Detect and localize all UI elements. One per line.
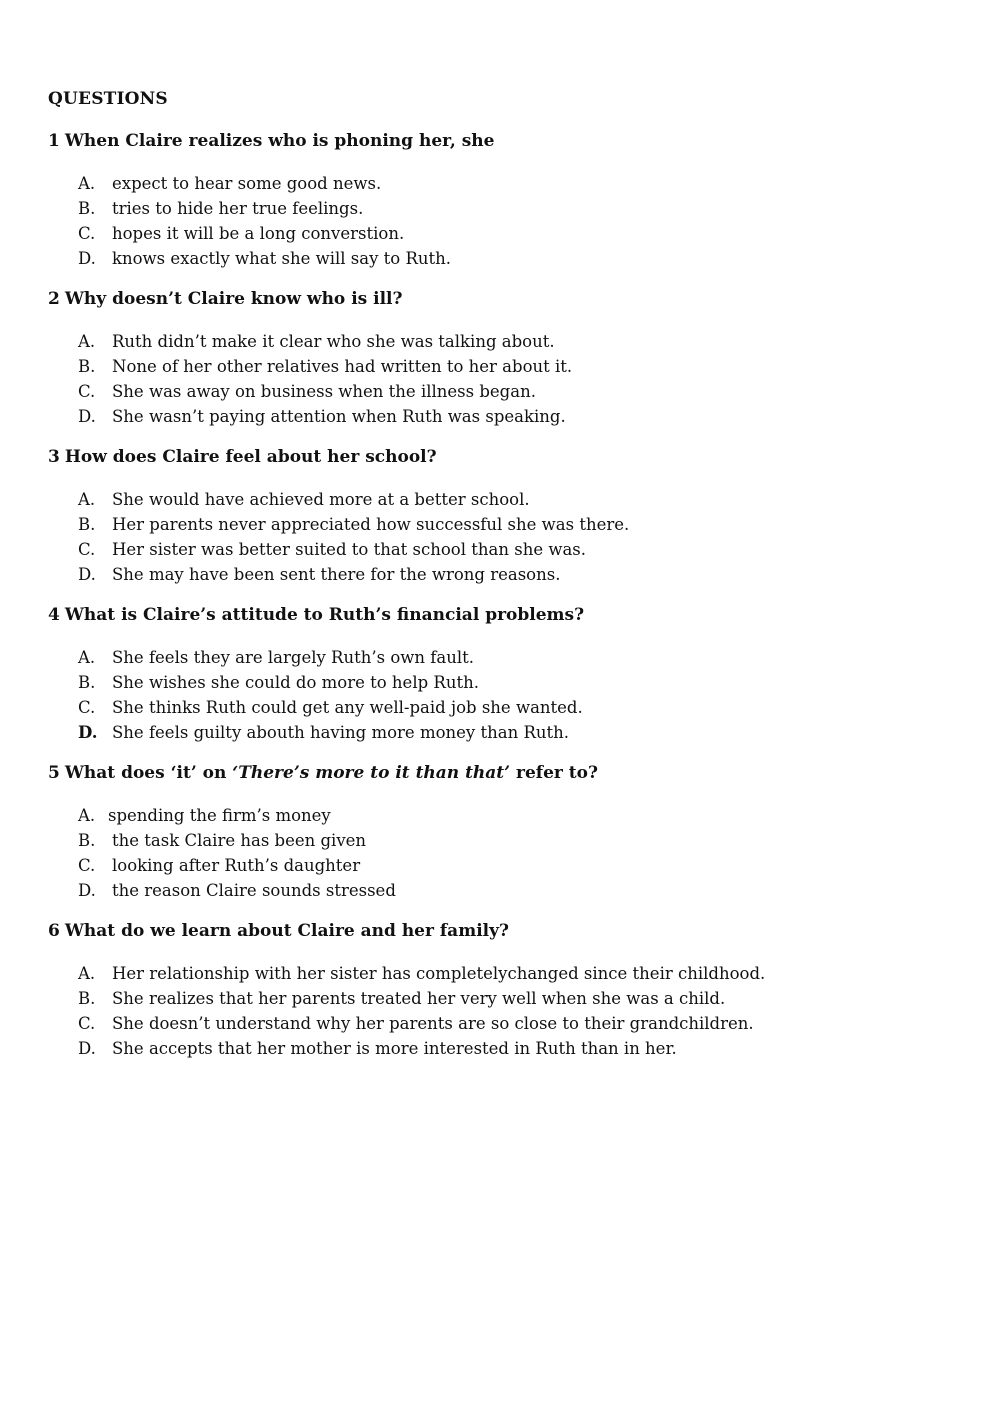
option-a[interactable] [48,487,948,512]
question-6 [48,919,948,1061]
question-text-end: refer to? [510,763,598,783]
question-prompt [48,287,948,311]
option-text: She feels guilty abouth having more money than Ruth. [112,723,569,742]
option-text: She may have been sent there for the wrong reasons. [112,565,561,584]
option-c[interactable] [48,853,948,878]
option-a[interactable] [48,171,948,196]
answer-options [48,645,948,745]
option-letter: B. [78,357,96,376]
option-letter: D. [78,565,96,584]
option-text: She would have achieved more at a better school. [112,490,530,509]
option-a[interactable] [48,803,948,828]
answer-options [48,803,948,903]
option-text: knows exactly what she will say to Ruth. [112,249,452,268]
option-text: None of her other relatives had written to her about it. [112,357,573,376]
option-a[interactable] [48,961,948,986]
option-text: She wishes she could do more to help Ruth. [112,673,479,692]
option-d[interactable] [48,404,948,429]
option-letter: C. [78,224,96,243]
answer-options [48,961,948,1061]
question-prompt [48,919,948,943]
page-heading: QUESTIONS [48,89,168,109]
option-letter: B. [78,831,96,850]
option-c[interactable] [48,379,948,404]
option-c[interactable] [48,537,948,562]
question-number: 2 [48,289,60,309]
question-quote: ‘There’s more to it than that’ [232,763,511,783]
option-text: spending the firm’s money [108,806,331,825]
option-b[interactable] [48,986,948,1011]
question-2 [48,287,948,429]
option-letter: A. [78,964,96,983]
question-prompt [48,129,948,153]
question-text: How does Claire feel about her school? [64,447,437,467]
option-d[interactable] [48,246,948,271]
option-text: She realizes that her parents treated her very well when she was a child. [112,989,726,1008]
option-letter: C. [78,1014,96,1033]
question-3 [48,445,948,587]
option-a[interactable] [48,645,948,670]
option-b[interactable] [48,828,948,853]
option-letter: D. [78,407,96,426]
option-letter: A. [78,648,96,667]
question-text: What do we learn about Claire and her family? [64,921,509,941]
option-d[interactable] [48,562,948,587]
question-number: 5 [48,763,60,783]
option-text: She feels they are largely Ruth’s own fault. [112,648,474,667]
option-text: Her sister was better suited to that school than she was. [112,540,587,559]
option-text: Her relationship with her sister has completelychanged since their childhood. [112,964,766,983]
option-text: the task Claire has been given [112,831,367,850]
option-letter: D. [78,723,98,742]
option-a[interactable] [48,329,948,354]
question-number: 4 [48,605,60,625]
question-text: What is Claire’s attitude to Ruth’s financial problems? [64,605,585,625]
option-text: She doesn’t understand why her parents are so close to their grandchildren. [112,1014,754,1033]
option-b[interactable] [48,196,948,221]
question-4 [48,603,948,745]
option-letter: C. [78,540,96,559]
question-number: 3 [48,447,60,467]
option-b[interactable] [48,354,948,379]
option-text: Her parents never appreciated how successful she was there. [112,515,630,534]
option-letter: C. [78,698,96,717]
option-text: Ruth didn’t make it clear who she was talking about. [112,332,555,351]
question-text: Why doesn’t Claire know who is ill? [64,289,403,309]
option-text: looking after Ruth’s daughter [112,856,361,875]
option-letter: D. [78,249,96,268]
option-text: expect to hear some good news. [112,174,382,193]
question-text-start: What does ‘it’ on [64,763,233,783]
option-text: She was away on business when the illness began. [112,382,536,401]
option-text: She wasn’t paying attention when Ruth was speaking. [112,407,566,426]
option-b[interactable] [48,670,948,695]
question-text: When Claire realizes who is phoning her, she [64,131,495,151]
option-d[interactable] [48,1036,948,1061]
option-b[interactable] [48,512,948,537]
option-letter: B. [78,515,96,534]
option-letter: A. [78,490,96,509]
option-letter: C. [78,856,96,875]
option-letter: B. [78,989,96,1008]
question-5 [48,761,948,903]
option-text: She thinks Ruth could get any well-paid job she wanted. [112,698,583,717]
option-letter: B. [78,673,96,692]
option-letter: D. [78,1039,96,1058]
question-1 [48,129,948,271]
question-number: 6 [48,921,60,941]
option-text: tries to hide her true feelings. [112,199,364,218]
option-letter: D. [78,881,96,900]
option-c[interactable] [48,1011,948,1036]
question-prompt [48,445,948,469]
option-text: the reason Claire sounds stressed [112,881,396,900]
option-letter: A. [78,806,96,825]
option-text: hopes it will be a long converstion. [112,224,405,243]
option-d[interactable] [48,720,948,745]
answer-options [48,329,948,429]
question-prompt [48,603,948,627]
option-letter: C. [78,382,96,401]
option-text: She accepts that her mother is more interested in Ruth than in her. [112,1039,677,1058]
question-number: 1 [48,131,60,151]
option-d[interactable] [48,878,948,903]
option-c[interactable] [48,221,948,246]
option-letter: A. [78,332,96,351]
option-letter: A. [78,174,96,193]
option-c[interactable] [48,695,948,720]
option-letter: B. [78,199,96,218]
answer-options [48,171,948,271]
answer-options [48,487,948,587]
question-prompt [48,761,948,785]
